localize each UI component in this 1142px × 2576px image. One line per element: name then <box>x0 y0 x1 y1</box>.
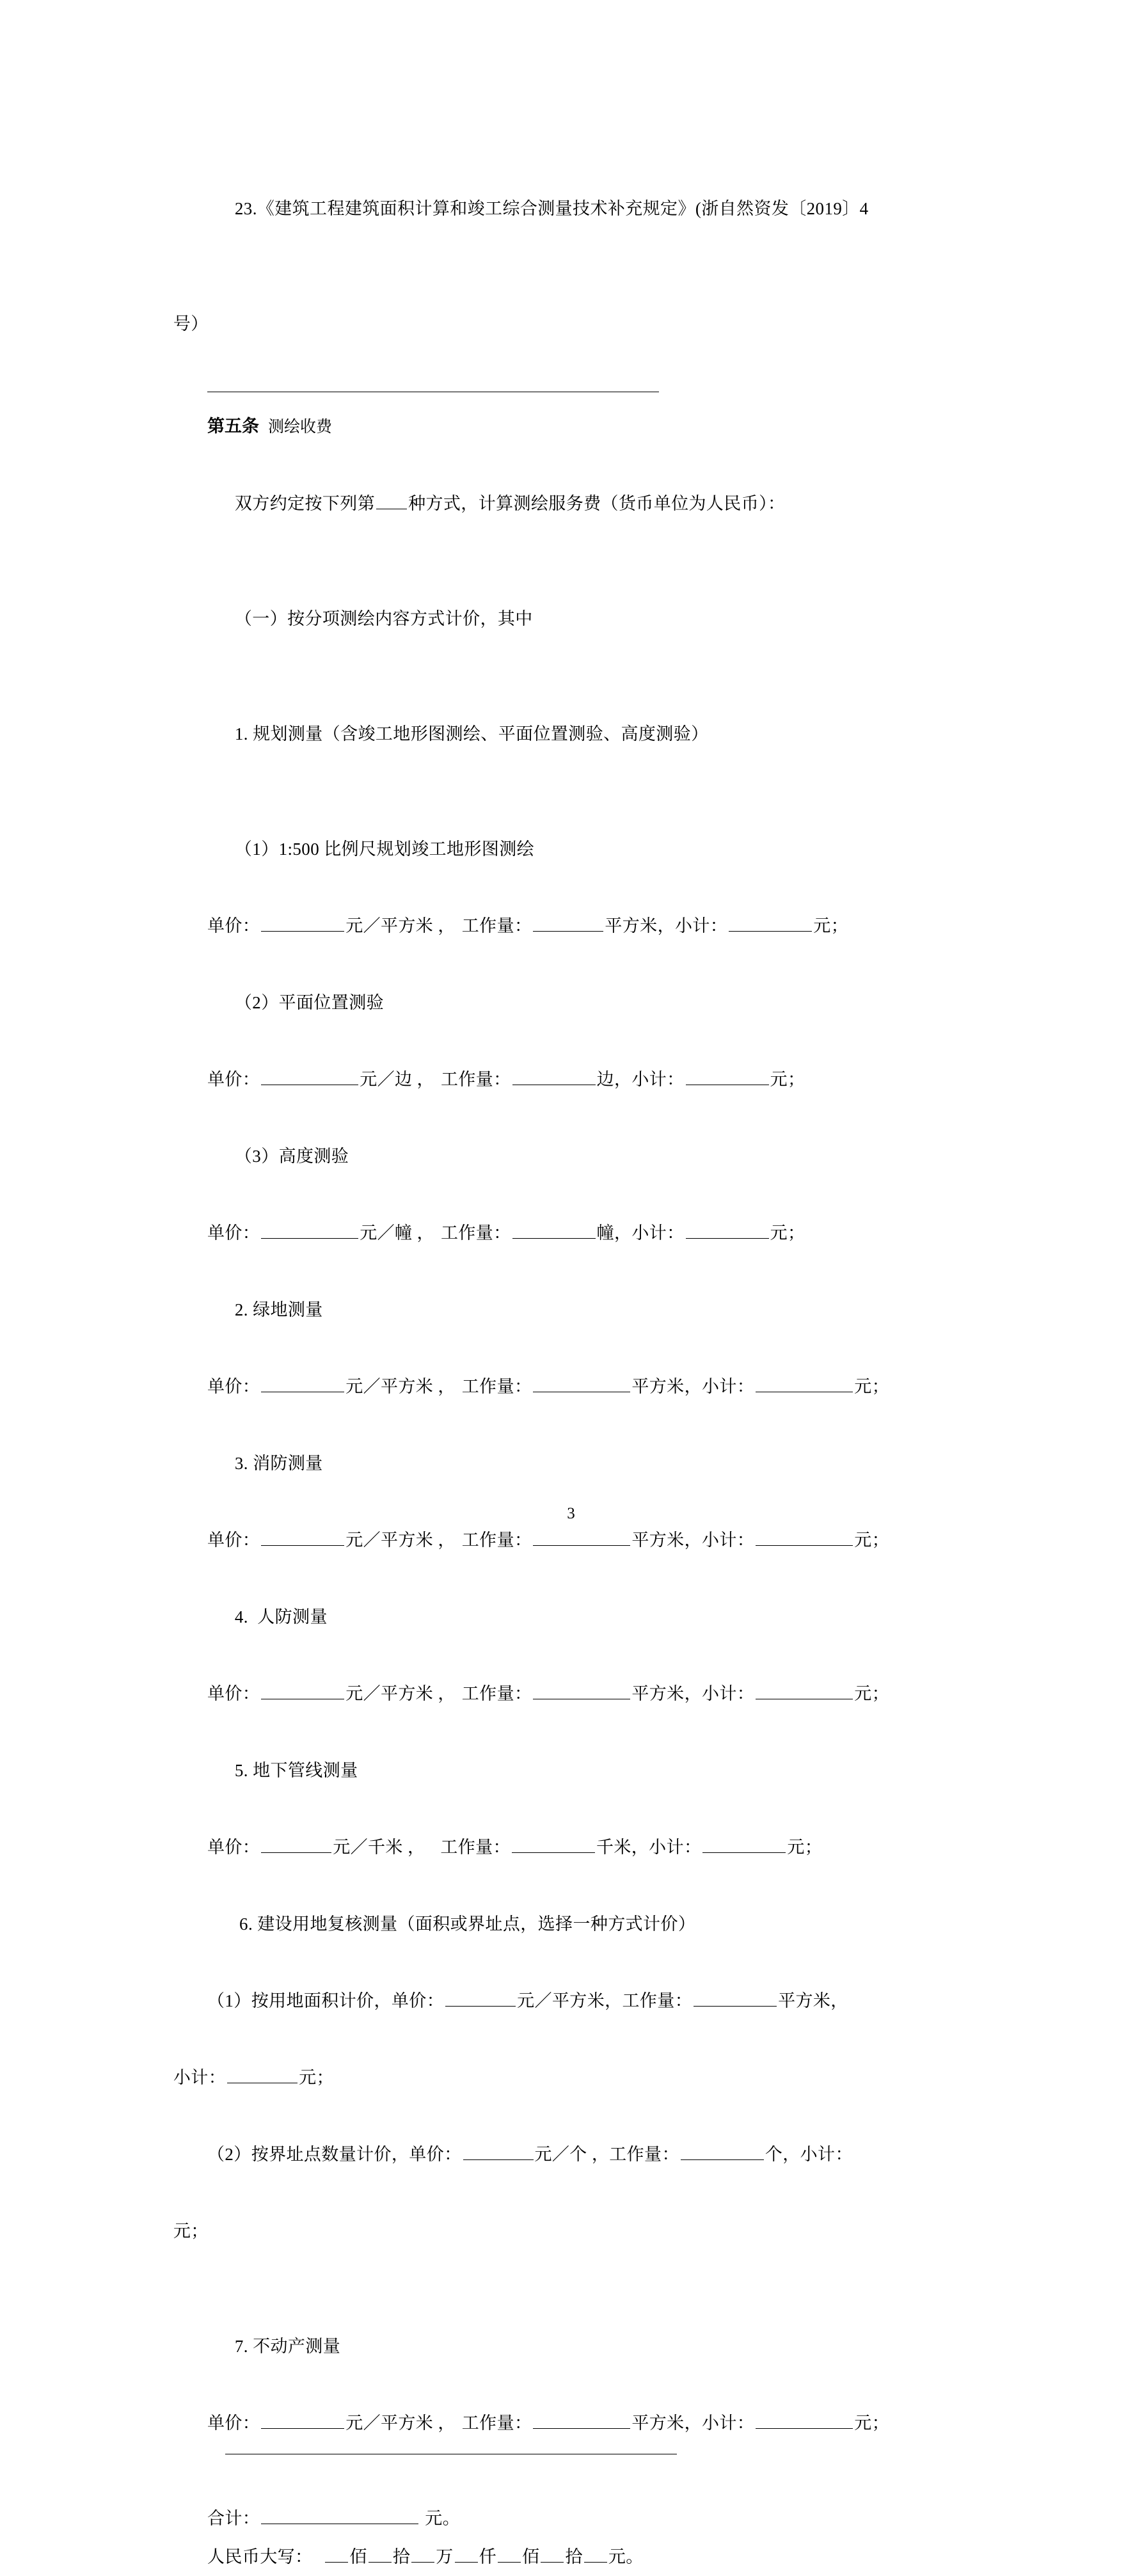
item-7-text: 7. 不动产测量 <box>234 2337 341 2356</box>
item-5-text: 5. 地下管线测量 <box>234 1761 358 1780</box>
subtotal-label-3: 小计： <box>701 1530 755 1550</box>
item-3-text: 3. 消防测量 <box>234 1454 323 1473</box>
price-label-1-2: 单价： <box>207 1070 260 1089</box>
subtotal-label-1-2: 小计： <box>631 1070 685 1089</box>
price-blank-5[interactable] <box>261 1836 331 1853</box>
price-blank-1-2[interactable] <box>261 1068 358 1085</box>
subtotal-blank-4[interactable] <box>756 1682 853 1699</box>
workload-unit-1-2: 边， <box>596 1070 632 1089</box>
workload-blank-1-1[interactable] <box>533 914 603 932</box>
pricing-row-1-3 <box>146 1214 997 1252</box>
item-6-2-text-end: 个，小计： <box>765 2145 853 2164</box>
agreement-text-pre: 双方约定按下列第 <box>234 494 376 513</box>
page-number: 3 <box>567 1505 575 1522</box>
price-label-1-3: 单价： <box>207 1223 260 1243</box>
price-unit-5: 元／千米 ， <box>333 1838 425 1857</box>
paragraph-item-3 <box>146 1406 997 1521</box>
uppercase-amount-row <box>146 2538 997 2576</box>
item-6-text: 6. 建设用地复核测量（面积或界址点，选择一种方式计价） <box>234 1914 696 1934</box>
section-heading-5 <box>146 408 997 446</box>
price-unit-7: 元／平方米 ， <box>345 2413 456 2433</box>
pricing-row-2 <box>146 1367 997 1406</box>
paragraph-item-1-1 <box>146 791 997 907</box>
uppercase-unit-bai: 佰 <box>349 2547 367 2566</box>
subtotal-blank-5[interactable] <box>702 1836 786 1853</box>
method-number-blank[interactable] <box>376 492 407 509</box>
price-unit-1-1: 元／平方米 ， <box>345 916 456 935</box>
workload-unit-1-3: 幢， <box>596 1223 632 1243</box>
item-1-2-text: （2）平面位置测验 <box>234 993 385 1012</box>
item-1-1-text: （1）1:500 比例尺规划竣工地形图测绘 <box>234 839 535 859</box>
subtotal-unit-1-2: 元； <box>770 1070 805 1089</box>
subtotal-blank-1-2[interactable] <box>686 1068 769 1085</box>
uppercase-unit-qian: 仟 <box>479 2547 497 2566</box>
price-unit-1-3: 元／幢 ， <box>360 1223 434 1243</box>
item-6-2-text-mid: 元／个 ，工作量： <box>534 2145 679 2164</box>
paragraph-item-1-2 <box>146 945 997 1060</box>
subtotal-unit-7: 元； <box>854 2413 889 2433</box>
divider-bottom-wrap <box>146 2442 997 2499</box>
subtotal-blank-7[interactable] <box>756 2412 853 2429</box>
price-unit-3: 元／平方米 ， <box>345 1530 456 1550</box>
price-label-7: 单价： <box>207 2413 260 2433</box>
pricing-row-1-1 <box>146 907 997 945</box>
total-row <box>146 2499 997 2538</box>
workload-label-4: 工作量： <box>461 1684 532 1703</box>
uppercase-blank-bai[interactable] <box>325 2545 348 2563</box>
pricing-row-6-1 <box>146 1982 997 2020</box>
pricing-row-5 <box>146 1828 997 1866</box>
agreement-text-post: 种方式，计算测绘服务费（货币单位为人民币）： <box>408 494 786 513</box>
price-blank-4[interactable] <box>261 1682 344 1699</box>
uppercase-unit-shi2: 拾 <box>565 2547 583 2566</box>
uppercase-blank-bai2[interactable] <box>498 2545 521 2563</box>
section-heading-label: 第五条 <box>207 417 259 436</box>
workload-unit-7: 平方米， <box>631 2413 702 2433</box>
item-1-text: 1. 规划测量（含竣工地形图测绘、平面位置测验、高度测验） <box>234 724 709 743</box>
subtotal-blank-2[interactable] <box>756 1375 853 1392</box>
uppercase-blank-yuan[interactable] <box>584 2545 607 2563</box>
price-label-3: 单价： <box>207 1530 260 1550</box>
uppercase-blank-shi2[interactable] <box>541 2545 564 2563</box>
total-blank[interactable] <box>261 2507 418 2524</box>
paragraph-clause-1 <box>146 561 997 676</box>
subtotal-blank-1-1[interactable] <box>729 914 812 932</box>
workload-label-1-1: 工作量： <box>461 916 532 935</box>
paragraph-item-7 <box>146 2289 997 2404</box>
subtotal-unit-5: 元； <box>787 1838 823 1857</box>
pricing-row-7 <box>146 2404 997 2442</box>
subtotal-label-1-1: 小计： <box>674 916 728 935</box>
price-unit-1-2: 元／边 ， <box>360 1070 434 1089</box>
item-6-2-unit-tail: 元； <box>173 2222 209 2241</box>
item-4-text: 4. 人防测量 <box>234 1607 328 1626</box>
subtotal-unit-1-1: 元； <box>813 916 848 935</box>
price-blank-6-1[interactable] <box>445 1989 516 2007</box>
price-unit-4: 元／平方米 ， <box>345 1684 456 1703</box>
pricing-row-6-2 <box>146 2135 997 2174</box>
uppercase-unit-shi: 拾 <box>392 2547 411 2566</box>
paragraph-item-1 <box>146 676 997 791</box>
workload-blank-1-3[interactable] <box>512 1221 596 1239</box>
price-blank-3[interactable] <box>261 1529 344 1546</box>
paragraph-item-4 <box>146 1559 997 1674</box>
workload-label-7: 工作量： <box>461 2413 532 2433</box>
workload-label-2: 工作量： <box>461 1377 532 1396</box>
pricing-row-6-2-tail <box>146 2174 997 2289</box>
uppercase-unit-wan: 万 <box>436 2547 454 2566</box>
workload-blank-6-1[interactable] <box>694 1989 777 2007</box>
paragraph-item-2 <box>146 1252 997 1367</box>
pricing-row-4 <box>146 1674 997 1713</box>
price-label-2: 单价： <box>207 1377 260 1396</box>
workload-blank-2[interactable] <box>533 1375 630 1392</box>
subtotal-unit-2: 元； <box>854 1377 889 1396</box>
paragraph-item-1-3 <box>146 1099 997 1214</box>
price-label-4: 单价： <box>207 1684 260 1703</box>
paragraph-item23-line2 <box>146 266 997 381</box>
uppercase-blank-qian[interactable] <box>455 2545 478 2563</box>
pricing-row-6-1-subtotal <box>146 2020 997 2135</box>
uppercase-label: 人民币大写： <box>207 2547 313 2566</box>
pricing-row-1-2 <box>146 1060 997 1099</box>
workload-blank-7[interactable] <box>533 2412 630 2429</box>
uppercase-unit-yuan: 元。 <box>608 2547 644 2566</box>
uppercase-blank-wan[interactable] <box>411 2545 434 2563</box>
workload-blank-3[interactable] <box>533 1529 630 1546</box>
clause-1-text: （一）按分项测绘内容方式计价，其中 <box>234 609 533 628</box>
paragraph-agreement <box>146 446 997 561</box>
uppercase-blank-shi[interactable] <box>369 2545 392 2563</box>
item-2-text: 2. 绿地测量 <box>234 1300 323 1319</box>
total-label: 合计： <box>207 2509 260 2528</box>
workload-label-3: 工作量： <box>461 1530 532 1550</box>
subtotal-label-1-3: 小计： <box>631 1223 685 1243</box>
item-1-3-text: （3）高度测验 <box>234 1147 349 1166</box>
paragraph-item-5 <box>146 1713 997 1828</box>
subtotal-unit-6-1: 元； <box>299 2068 334 2087</box>
workload-unit-3: 平方米， <box>631 1530 702 1550</box>
subtotal-unit-4: 元； <box>854 1684 889 1703</box>
item23-text-line2: 号） <box>173 314 209 333</box>
section-heading-subtitle: 测绘收费 <box>268 418 333 436</box>
workload-unit-5: 千米， <box>596 1838 649 1857</box>
workload-blank-1-2[interactable] <box>512 1068 596 1085</box>
price-blank-2[interactable] <box>261 1375 344 1392</box>
price-blank-1-3[interactable] <box>261 1221 358 1239</box>
price-blank-7[interactable] <box>261 2412 344 2429</box>
document-body <box>146 151 997 2576</box>
subtotal-label-4: 小计： <box>701 1684 755 1703</box>
item-6-1-text-mid: 元／平方米，工作量： <box>517 1991 693 2010</box>
workload-label-1-3: 工作量： <box>440 1223 511 1243</box>
workload-label-5: 工作量： <box>440 1838 511 1857</box>
workload-unit-2: 平方米， <box>631 1377 702 1396</box>
total-unit: 元。 <box>425 2509 461 2528</box>
subtotal-unit-1-3: 元； <box>770 1223 805 1243</box>
workload-blank-6-2[interactable] <box>681 2143 764 2160</box>
item-6-2-text-pre: （2）按界址点数量计价，单价： <box>207 2145 462 2164</box>
subtotal-label-2: 小计： <box>701 1377 755 1396</box>
subtotal-label-6-1: 小计： <box>173 2068 226 2087</box>
subtotal-blank-6-1[interactable] <box>227 2066 297 2083</box>
item-6-1-text-end: 平方米， <box>778 1991 848 2010</box>
uppercase-unit-bai2: 佰 <box>522 2547 540 2566</box>
price-blank-1-1[interactable] <box>261 914 344 932</box>
pricing-row-3 <box>146 1521 997 1559</box>
workload-unit-1-1: 平方米， <box>605 916 675 935</box>
price-label-1-1: 单价： <box>207 916 260 935</box>
subtotal-unit-3: 元； <box>854 1530 889 1550</box>
workload-label-1-2: 工作量： <box>440 1070 511 1089</box>
item-6-1-text-pre: （1）按用地面积计价，单价： <box>207 1991 445 2010</box>
divider-top-wrap <box>146 381 997 408</box>
price-label-5: 单价： <box>207 1838 260 1857</box>
item23-text-line1: 23.《建筑工程建筑面积计算和竣工综合测量技术补充规定》(浙自然资发〔2019〕4 <box>234 199 869 218</box>
subtotal-label-7: 小计： <box>701 2413 755 2433</box>
paragraph-item23-line1 <box>146 151 997 266</box>
paragraph-item-6 <box>146 1866 997 1982</box>
subtotal-blank-1-3[interactable] <box>686 1221 769 1239</box>
subtotal-blank-3[interactable] <box>756 1529 853 1546</box>
subtotal-label-5: 小计： <box>649 1838 702 1857</box>
workload-blank-4[interactable] <box>533 1682 630 1699</box>
workload-unit-4: 平方米， <box>631 1684 702 1703</box>
price-blank-6-2[interactable] <box>463 2143 534 2160</box>
price-unit-2: 元／平方米 ， <box>345 1377 456 1396</box>
workload-blank-5[interactable] <box>512 1836 595 1853</box>
